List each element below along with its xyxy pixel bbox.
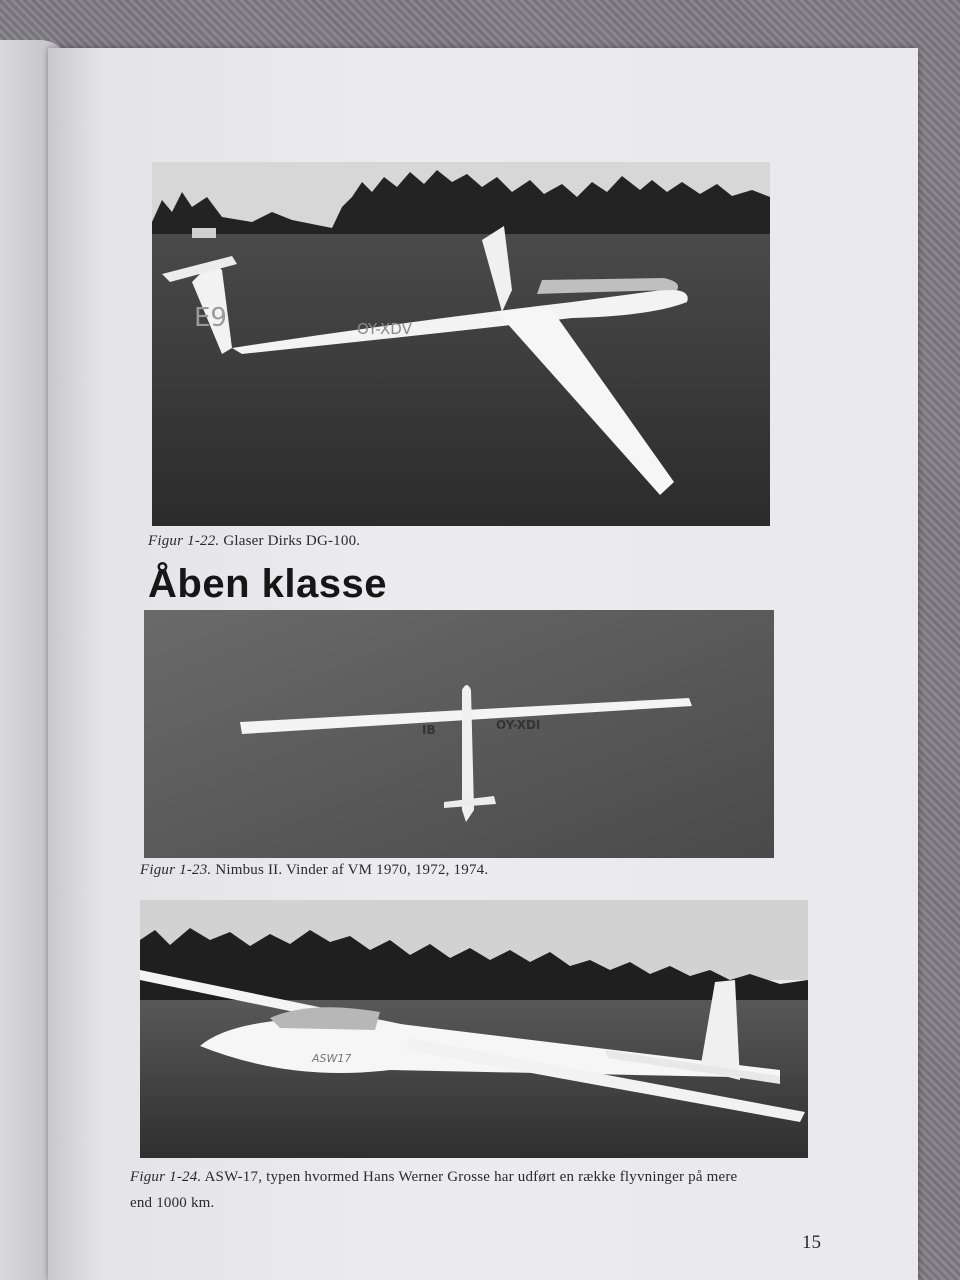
registration-oy-xdv: OY-XDV: [357, 320, 412, 338]
caption-line-1: [130, 1164, 830, 1190]
figure-label: Figur 1-24.: [130, 1169, 202, 1185]
photo-nimbus-ii: [144, 610, 774, 858]
figure-text: Glaser Dirks DG-100.: [223, 533, 361, 549]
competition-id-e9: E9: [194, 303, 227, 333]
figure-label: Figur 1-22.: [148, 533, 220, 549]
type-marking-asw17: ASW17: [312, 1052, 352, 1065]
caption-figure-1-24: [130, 1164, 830, 1216]
section-heading: Åben klasse: [148, 562, 387, 606]
registration-oy-xdi: OY-XDI: [496, 718, 541, 732]
photo-asw17: [140, 900, 808, 1158]
photo-dg100: [152, 162, 770, 526]
figure-label: Figur 1-23.: [140, 862, 212, 878]
caption-line-2: end 1000 km.: [130, 1195, 215, 1211]
competition-id-ib: IB: [422, 723, 436, 737]
caption-figure-1-22: [148, 533, 360, 550]
page-number: 15: [802, 1232, 821, 1253]
figure-text: Nimbus II. Vinder af VM 1970, 1972, 1974.: [215, 862, 489, 878]
caption-figure-1-23: [140, 862, 488, 879]
figure-text: ASW-17, typen hvormed Hans Werner Grosse har udført en række flyvninger på mere: [204, 1169, 738, 1185]
